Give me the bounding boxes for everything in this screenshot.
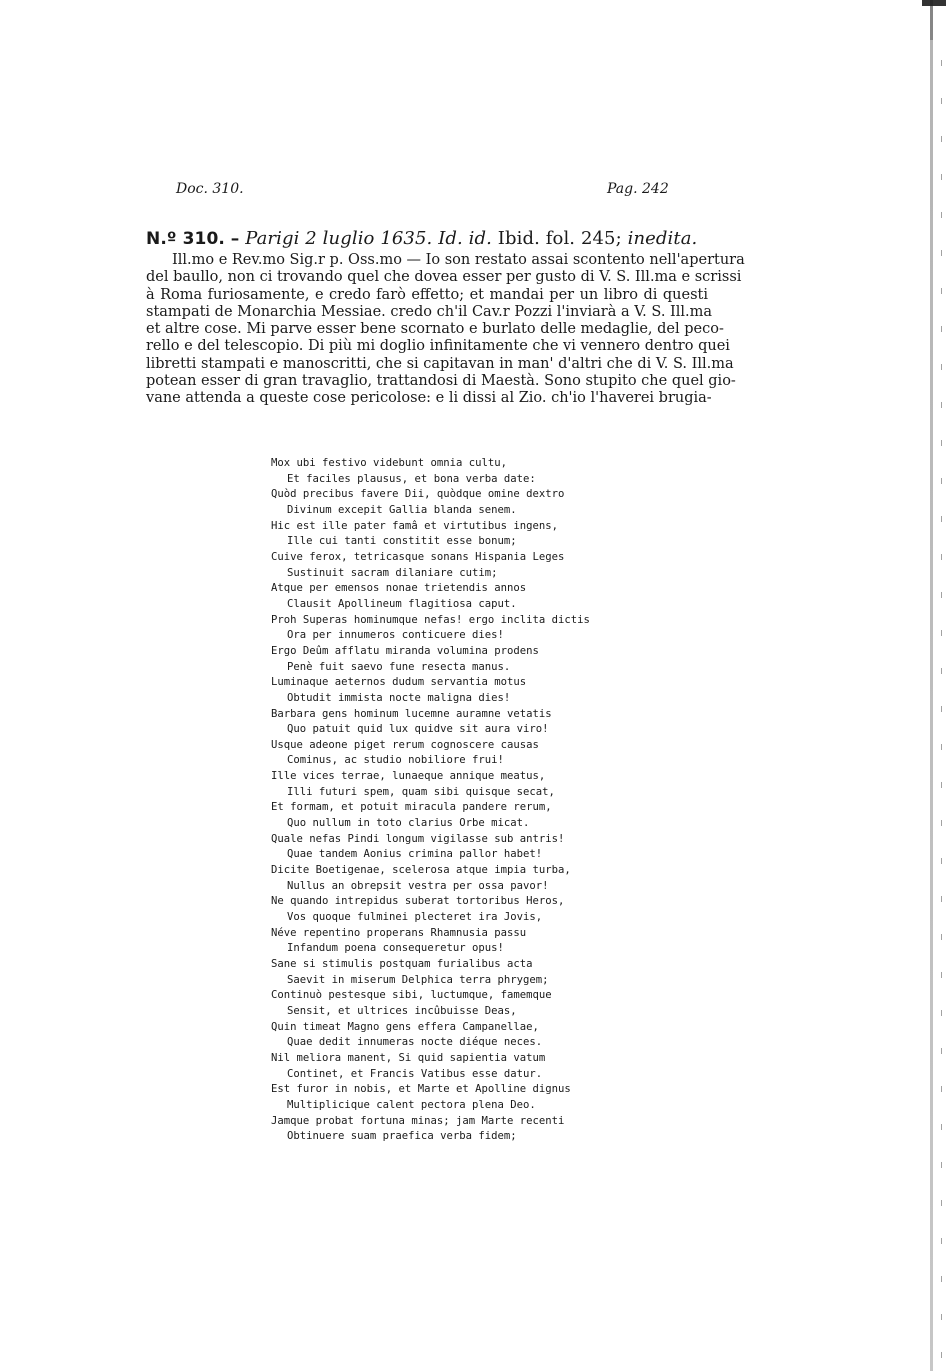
place-date: Parigi 2 luglio 1635. <box>245 228 433 249</box>
poem-verse: Quae dedit innumeras nocte diéque neces. <box>287 1036 543 1049</box>
poem-verse: Sustinuit sacram dilaniare cutim; <box>287 566 498 579</box>
poem-verse: Continet, et Francis Vatibus esse datur. <box>287 1067 543 1080</box>
letter-line: potean esser di gran travaglio, trattandosi di Maestà. Sono stupito che quel gio- <box>146 373 736 390</box>
poem-verse: Est furor in nobis, et Marte et Apolline dignus <box>271 1083 571 1096</box>
poem-verse: Quale nefas Pindi longum vigilasse sub antris! <box>271 832 565 845</box>
publication-status: inedita. <box>627 228 698 249</box>
poem-verse: Quo patuit quid lux quidve sit aura viro! <box>287 723 549 736</box>
poem-verse: Illi futuri spem, quam sibi quisque secat, <box>287 785 555 798</box>
letter-line: del baullo, non ci trovando quel che dovea esser per gusto di V. S. Ill.ma e scrissi <box>146 269 742 286</box>
poem-verse: Usque adeone piget rerum cognoscere causas <box>271 738 539 751</box>
poem-verse: Luminaque aeternos dudum servantia motus <box>271 676 527 689</box>
letter-line: stampati de Monarchia Messiae. credo ch'il Cav.r Pozzi l'inviarà a V. S. Ill.ma <box>146 303 713 320</box>
poem-verse: Sane si stimulis postquam furialibus acta <box>271 958 533 970</box>
poem-verse: Clausit Apollineum flagitiosa caput. <box>287 597 517 610</box>
page-edge-marks <box>941 60 942 1360</box>
poem-verse: Nil meliora manent, Si quid sapientia vatum <box>271 1051 546 1064</box>
poem-verse: Continuò pestesque sibi, luctumque, famemque <box>271 989 552 1002</box>
letter-line: libretti stampati e manoscritti, che si capitavan in man' d'altri che di V. S. Ill.ma <box>146 355 734 372</box>
poem-verse: Ergo Deûm afflatu miranda volumina prodens <box>271 644 539 657</box>
poem-verse: Sensit, et ultrices incûbuisse Deas, <box>287 1004 517 1017</box>
poem-verse: Divinum excepit Gallia blanda senem. <box>287 503 517 516</box>
poem-verse: Atque per emensos nonae trietendis annos <box>271 582 527 595</box>
poem-verse: Hic est ille pater famâ et virtutibus ingens, <box>271 519 559 532</box>
poem-verse: Obtudit immista nocte maligna dies! <box>287 691 511 704</box>
poem-verse: Quòd precibus favere Dii, quòdque omine dextro <box>271 488 565 501</box>
letter-body <box>146 252 745 408</box>
heading-id: Id. id. <box>438 228 492 249</box>
poem-verse: Penè fuit saevo fune resecta manus. <box>287 660 511 673</box>
running-head-left: Doc. 310. <box>176 181 244 197</box>
poem-verse: Dicite Boetigenae, scelerosa atque impia turba, <box>271 864 571 877</box>
poem-verse: Quae tandem Aonius crimina pallor habet! <box>287 848 543 861</box>
poem-verse: Cuive ferox, tetricasque sonans Hispania Leges <box>271 550 565 563</box>
poem-verse: Barbara gens hominum lucemne auramne vetatis <box>271 707 552 720</box>
poem-verse: Ne quando intrepidus suberat tortoribus Heros, <box>271 895 565 908</box>
letter-line: et altre cose. Mi parve esser bene scornato e burlato delle medaglie, del peco- <box>146 321 724 338</box>
poem-verse: Vos quoque fulminei plecteret ira Jovis, <box>287 911 543 924</box>
poem-verse: Mox ubi festivo videbunt omnia cultu, <box>271 457 507 469</box>
letter-line: à Roma furiosamente, e credo farò effetto; et mandai per un libro di questi <box>146 286 708 303</box>
poem-verse: Néve repentino properans Rhamnusia passu <box>271 926 527 939</box>
poem-verse: Quo nullum in toto clarius Orbe micat. <box>287 817 530 830</box>
poem-verse: Jamque probat fortuna minas; jam Marte recenti <box>271 1114 565 1127</box>
poem-verse: Saevit in miserum Delphica terra phrygem; <box>287 973 549 986</box>
running-head-right: Pag. 242 <box>607 181 669 197</box>
poem-verse: Ora per innumeros conticuere dies! <box>287 629 504 642</box>
poem-verse: Infandum poena consequeretur opus! <box>287 942 504 955</box>
poem <box>271 456 601 1145</box>
document-number: N.º 310. <box>146 229 225 249</box>
poem-verse: Cominus, ac studio nobiliore frui! <box>287 754 504 767</box>
document-heading <box>146 228 706 249</box>
poem-verse: Ille cui tanti constitit esse bonum; <box>287 535 517 548</box>
poem-verse: Multiplicique calent pectora plena Deo. <box>287 1098 536 1111</box>
poem-verse: Quin timeat Magno gens effera Campanellae, <box>271 1020 539 1033</box>
letter-line: Ill.mo e Rev.mo Sig.r p. Oss.mo — Io son restato assai scontento nell'apertura <box>172 252 745 268</box>
letter-line: vane attenda a queste cose pericolose: e li dissi al Zio. ch'io l'haverei brugia- <box>146 390 712 407</box>
page-edge-cap <box>922 0 946 6</box>
letter-line: rello e del telescopio. Di più mi doglio infinitamente che vi vennero dentro quei <box>146 338 730 355</box>
poem-verse: Obtinuere suam praefica verba fidem; <box>287 1130 517 1143</box>
heading-dash: – <box>230 229 240 249</box>
poem-verse: Ille vices terrae, lunaeque annique meatus, <box>271 770 546 783</box>
poem-verse: Nullus an obrepsit vestra per ossa pavor! <box>287 879 549 892</box>
source-reference: Ibid. fol. 245; <box>497 228 622 249</box>
poem-verse: Et formam, et potuit miracula pandere rerum, <box>271 801 552 814</box>
poem-verse: Proh Superas hominumque nefas! ergo inclita dictis <box>271 613 590 626</box>
page-edge <box>930 0 933 1371</box>
poem-verse: Et faciles plausus, et bona verba date: <box>287 472 536 485</box>
